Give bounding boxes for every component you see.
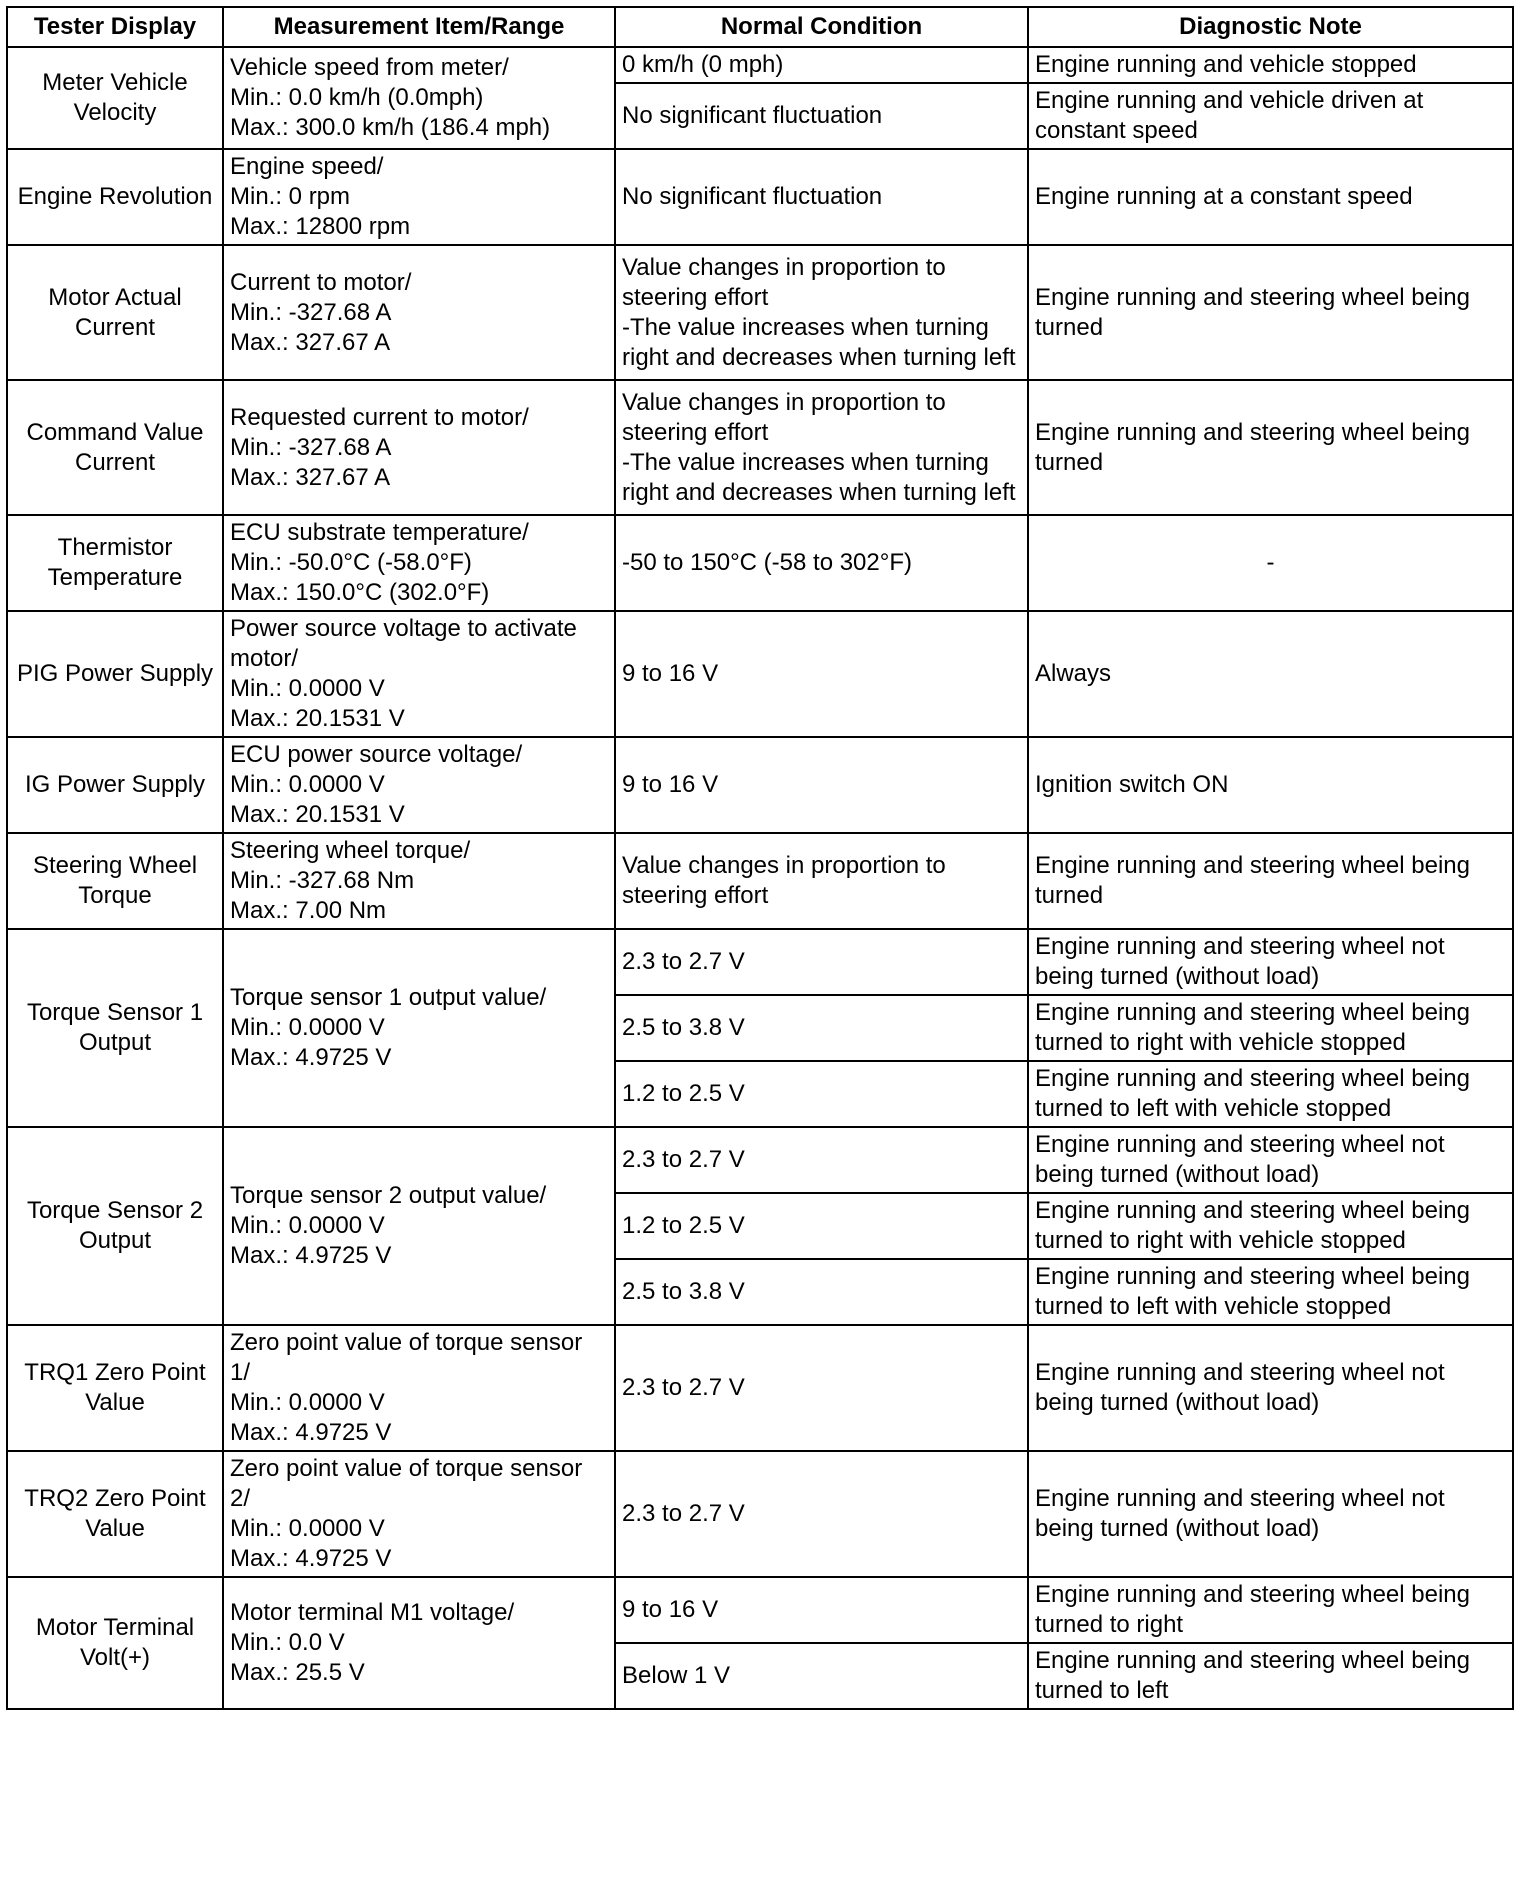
diagnostic-note-cell: Engine running and vehicle stopped xyxy=(1028,47,1513,83)
normal-condition-cell: 2.3 to 2.7 V xyxy=(615,1451,1028,1577)
table-row xyxy=(7,245,1513,380)
table-row xyxy=(7,1451,1513,1577)
diagnostic-note-cell: - xyxy=(1028,515,1513,611)
tester-display-cell: Motor Terminal Volt(+) xyxy=(7,1577,223,1709)
measurement-range-cell: Torque sensor 2 output value/ Min.: 0.0000 V Max.: 4.9725 V xyxy=(223,1127,615,1325)
table-row xyxy=(7,833,1513,929)
normal-condition-cell: 2.3 to 2.7 V xyxy=(615,1325,1028,1451)
table-row xyxy=(7,611,1513,737)
header-measurement-item: Measurement Item/Range xyxy=(223,7,615,47)
diagnostic-note-cell: Engine running and steering wheel being turned to left with vehicle stopped xyxy=(1028,1061,1513,1127)
measurement-range-cell: Power source voltage to activate motor/ Min.: 0.0000 V Max.: 20.1531 V xyxy=(223,611,615,737)
tester-display-cell: TRQ2 Zero Point Value xyxy=(7,1451,223,1577)
table-row xyxy=(7,929,1513,995)
normal-condition-cell: Value changes in proportion to steering effort -The value increases when turning right and decreases when turning left xyxy=(615,380,1028,515)
tester-display-cell: IG Power Supply xyxy=(7,737,223,833)
diagnostic-note-cell: Engine running and steering wheel being turned xyxy=(1028,245,1513,380)
measurement-range-cell: Motor terminal M1 voltage/ Min.: 0.0 V Max.: 25.5 V xyxy=(223,1577,615,1709)
normal-condition-cell: Value changes in proportion to steering effort xyxy=(615,833,1028,929)
diagnostic-note-cell: Engine running at a constant speed xyxy=(1028,149,1513,245)
table-row xyxy=(7,47,1513,83)
header-diagnostic-note: Diagnostic Note xyxy=(1028,7,1513,47)
table-row xyxy=(7,737,1513,833)
measurement-range-cell: Zero point value of torque sensor 2/ Min.: 0.0000 V Max.: 4.9725 V xyxy=(223,1451,615,1577)
table-row xyxy=(7,380,1513,515)
data-list-table xyxy=(6,6,1514,1710)
tester-display-cell: Motor Actual Current xyxy=(7,245,223,380)
tester-display-cell: TRQ1 Zero Point Value xyxy=(7,1325,223,1451)
normal-condition-cell: Value changes in proportion to steering effort -The value increases when turning right and decreases when turning left xyxy=(615,245,1028,380)
normal-condition-cell: 2.5 to 3.8 V xyxy=(615,1259,1028,1325)
diagnostic-note-cell: Engine running and vehicle driven at constant speed xyxy=(1028,83,1513,149)
normal-condition-cell: 9 to 16 V xyxy=(615,737,1028,833)
measurement-range-cell: Engine speed/ Min.: 0 rpm Max.: 12800 rpm xyxy=(223,149,615,245)
diagnostic-note-cell: Engine running and steering wheel not being turned (without load) xyxy=(1028,929,1513,995)
diagnostic-note-cell: Engine running and steering wheel not being turned (without load) xyxy=(1028,1451,1513,1577)
table-row xyxy=(7,1127,1513,1193)
normal-condition-cell: 2.3 to 2.7 V xyxy=(615,1127,1028,1193)
normal-condition-cell: 0 km/h (0 mph) xyxy=(615,47,1028,83)
diagnostic-note-cell: Engine running and steering wheel being turned to left with vehicle stopped xyxy=(1028,1259,1513,1325)
normal-condition-cell: 9 to 16 V xyxy=(615,611,1028,737)
diagnostic-note-cell: Engine running and steering wheel not being turned (without load) xyxy=(1028,1127,1513,1193)
tester-display-cell: PIG Power Supply xyxy=(7,611,223,737)
header-normal-condition: Normal Condition xyxy=(615,7,1028,47)
diagnostic-note-cell: Engine running and steering wheel being turned xyxy=(1028,833,1513,929)
diagnostic-note-cell: Engine running and steering wheel being turned to right xyxy=(1028,1577,1513,1643)
measurement-range-cell: ECU substrate temperature/ Min.: -50.0°C (-58.0°F) Max.: 150.0°C (302.0°F) xyxy=(223,515,615,611)
table-row xyxy=(7,149,1513,245)
normal-condition-cell: 1.2 to 2.5 V xyxy=(615,1193,1028,1259)
diagnostic-note-cell: Engine running and steering wheel being turned to right with vehicle stopped xyxy=(1028,1193,1513,1259)
measurement-range-cell: ECU power source voltage/ Min.: 0.0000 V Max.: 20.1531 V xyxy=(223,737,615,833)
normal-condition-cell: No significant fluctuation xyxy=(615,149,1028,245)
normal-condition-cell: -50 to 150°C (-58 to 302°F) xyxy=(615,515,1028,611)
table-row xyxy=(7,1325,1513,1451)
measurement-range-cell: Requested current to motor/ Min.: -327.68 A Max.: 327.67 A xyxy=(223,380,615,515)
normal-condition-cell: 1.2 to 2.5 V xyxy=(615,1061,1028,1127)
measurement-range-cell: Torque sensor 1 output value/ Min.: 0.0000 V Max.: 4.9725 V xyxy=(223,929,615,1127)
diagnostic-note-cell: Ignition switch ON xyxy=(1028,737,1513,833)
tester-display-cell: Torque Sensor 2 Output xyxy=(7,1127,223,1325)
tester-display-cell: Command Value Current xyxy=(7,380,223,515)
diagnostic-note-cell: Engine running and steering wheel being turned to right with vehicle stopped xyxy=(1028,995,1513,1061)
tester-display-cell: Engine Revolution xyxy=(7,149,223,245)
normal-condition-cell: 2.3 to 2.7 V xyxy=(615,929,1028,995)
diagnostic-note-cell: Engine running and steering wheel not being turned (without load) xyxy=(1028,1325,1513,1451)
tester-display-cell: Meter Vehicle Velocity xyxy=(7,47,223,149)
normal-condition-cell: 9 to 16 V xyxy=(615,1577,1028,1643)
normal-condition-cell: Below 1 V xyxy=(615,1643,1028,1709)
table-header xyxy=(7,7,1513,47)
diagnostic-note-cell: Engine running and steering wheel being turned xyxy=(1028,380,1513,515)
normal-condition-cell: 2.5 to 3.8 V xyxy=(615,995,1028,1061)
header-tester-display: Tester Display xyxy=(7,7,223,47)
measurement-range-cell: Vehicle speed from meter/ Min.: 0.0 km/h (0.0mph) Max.: 300.0 km/h (186.4 mph) xyxy=(223,47,615,149)
measurement-range-cell: Steering wheel torque/ Min.: -327.68 Nm Max.: 7.00 Nm xyxy=(223,833,615,929)
diagnostic-note-cell: Always xyxy=(1028,611,1513,737)
measurement-range-cell: Zero point value of torque sensor 1/ Min.: 0.0000 V Max.: 4.9725 V xyxy=(223,1325,615,1451)
tester-display-cell: Thermistor Temperature xyxy=(7,515,223,611)
tester-display-cell: Torque Sensor 1 Output xyxy=(7,929,223,1127)
normal-condition-cell: No significant fluctuation xyxy=(615,83,1028,149)
measurement-range-cell: Current to motor/ Min.: -327.68 A Max.: 327.67 A xyxy=(223,245,615,380)
table-row xyxy=(7,1577,1513,1643)
tester-display-cell: Steering Wheel Torque xyxy=(7,833,223,929)
table-row xyxy=(7,515,1513,611)
diagnostic-note-cell: Engine running and steering wheel being turned to left xyxy=(1028,1643,1513,1709)
table-body xyxy=(7,47,1513,1709)
header-row xyxy=(7,7,1513,47)
